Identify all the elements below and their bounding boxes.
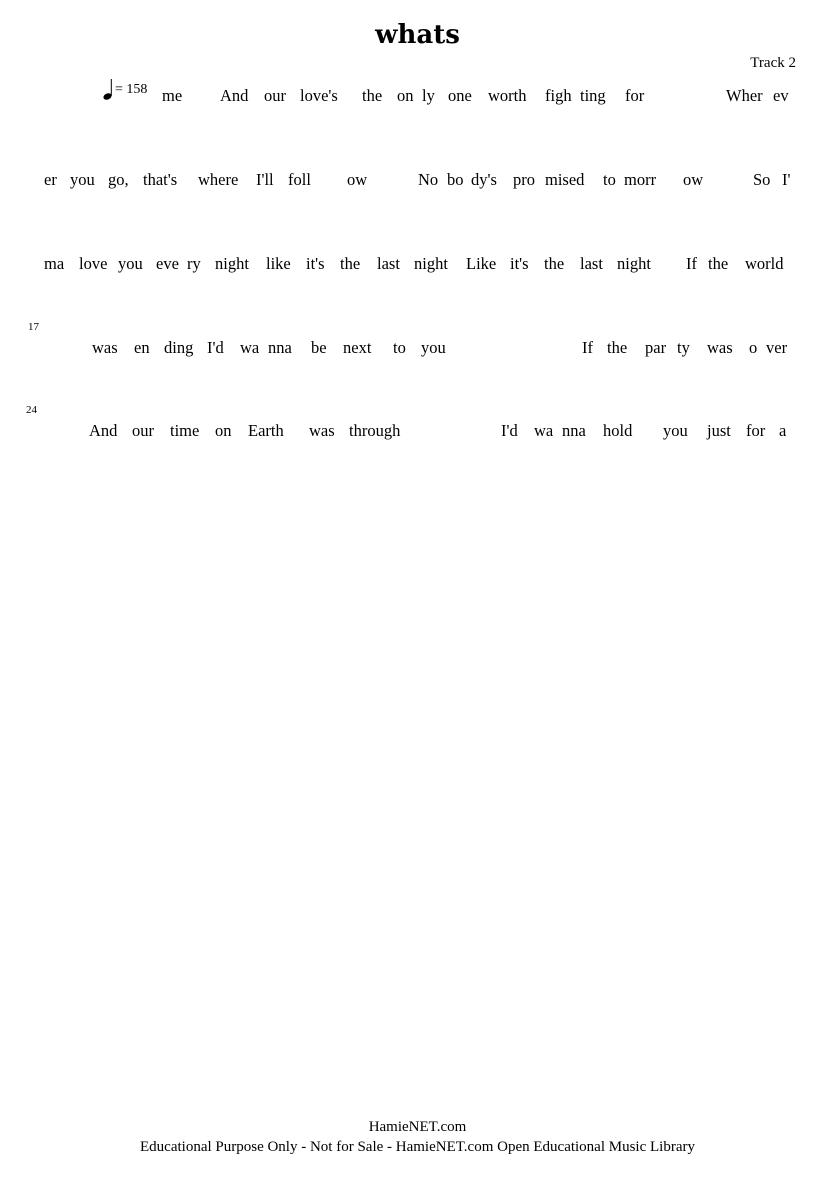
lyric-syllable: I'd bbox=[501, 421, 518, 440]
lyric-syllable: So bbox=[753, 170, 771, 189]
lyric-syllable: that's bbox=[143, 170, 178, 189]
lyric-syllable: you bbox=[663, 421, 688, 440]
lyric-syllable: I' bbox=[782, 170, 791, 189]
lyric-syllable: you bbox=[70, 170, 95, 189]
lyric-syllable: next bbox=[343, 338, 372, 357]
lyric-syllable: was bbox=[92, 338, 118, 357]
lyric-syllable: the bbox=[544, 254, 565, 273]
lyric-syllable: en bbox=[134, 338, 150, 357]
lyric-syllable: If bbox=[582, 338, 593, 357]
lyric-syllable: love's bbox=[300, 86, 338, 105]
lyric-syllable: bo bbox=[447, 170, 464, 189]
lyric-syllable: mised bbox=[545, 170, 585, 189]
lyric-syllable: nna bbox=[562, 421, 586, 440]
lyric-syllable: the bbox=[708, 254, 729, 273]
lyric-syllable: last bbox=[580, 254, 603, 273]
lyric-syllable: foll bbox=[288, 170, 311, 189]
lyric-syllable: for bbox=[746, 421, 766, 440]
lyric-syllable: go, bbox=[108, 170, 129, 189]
score-title: whats bbox=[375, 20, 460, 50]
lyric-syllable: If bbox=[686, 254, 697, 273]
lyric-syllable: last bbox=[377, 254, 400, 273]
lyric-syllable: wa bbox=[240, 338, 260, 357]
lyric-syllable: And bbox=[220, 86, 249, 105]
tempo-value: = 158 bbox=[115, 82, 148, 97]
lyric-syllable: nna bbox=[268, 338, 292, 357]
lyric-syllable: ow bbox=[683, 170, 704, 189]
lyric-syllable: o bbox=[749, 338, 758, 357]
lyric-syllable: me bbox=[162, 86, 183, 105]
lyric-syllable: pro bbox=[513, 170, 535, 189]
lyric-syllable: just bbox=[707, 421, 731, 440]
lyric-syllable: was bbox=[707, 338, 733, 357]
lyric-syllable: ding bbox=[164, 338, 194, 357]
lyric-syllable: night bbox=[414, 254, 448, 273]
lyric-syllable: er bbox=[44, 170, 57, 189]
lyric-syllable: for bbox=[625, 86, 645, 105]
lyric-syllable: dy's bbox=[471, 170, 497, 189]
footer-site: HamieNET.com bbox=[368, 1119, 467, 1135]
lyric-syllable: ev bbox=[773, 86, 789, 105]
lyric-syllable: Wher bbox=[726, 86, 763, 105]
lyric-syllable: world bbox=[745, 254, 784, 273]
lyric-syllable: ty bbox=[677, 338, 690, 357]
lyric-syllable: be bbox=[311, 338, 327, 357]
lyric-syllable: night bbox=[215, 254, 249, 273]
lyric-syllable: eve bbox=[156, 254, 179, 273]
lyric-syllable: it's bbox=[510, 254, 529, 273]
lyric-syllable: I'd bbox=[207, 338, 224, 357]
track-label: Track 2 bbox=[750, 55, 796, 71]
lyric-syllable: time bbox=[170, 421, 200, 440]
lyric-syllable: our bbox=[132, 421, 154, 440]
lyric-syllable: the bbox=[340, 254, 361, 273]
lyric-syllable: par bbox=[645, 338, 667, 357]
lyric-syllable: ting bbox=[580, 86, 606, 105]
lyric-syllable: to bbox=[603, 170, 616, 189]
lyric-syllable: ma bbox=[44, 254, 65, 273]
lyric-syllable: Like bbox=[466, 254, 497, 273]
lyric-syllable: our bbox=[264, 86, 286, 105]
lyric-syllable: to bbox=[393, 338, 406, 357]
lyric-syllable: wa bbox=[534, 421, 554, 440]
lyric-syllable: No bbox=[418, 170, 439, 189]
lyric-syllable: And bbox=[89, 421, 118, 440]
measure-number: 17 bbox=[28, 321, 39, 333]
lyric-syllable: the bbox=[362, 86, 383, 105]
lyric-syllable: was bbox=[309, 421, 335, 440]
lyric-syllable: ver bbox=[766, 338, 788, 357]
lyric-syllable: morr bbox=[624, 170, 657, 189]
lyric-syllable: it's bbox=[306, 254, 325, 273]
lyric-syllable: I'll bbox=[256, 170, 274, 189]
footer-notice: Educational Purpose Only - Not for Sale - HamieNET.com Open Educational Music Library bbox=[140, 1139, 695, 1155]
lyric-syllable: like bbox=[266, 254, 291, 273]
lyric-syllable: Earth bbox=[248, 421, 284, 440]
lyric-syllable: where bbox=[198, 170, 239, 189]
lyric-syllable: ry bbox=[187, 254, 201, 273]
lyric-syllable: on bbox=[397, 86, 414, 105]
lyric-syllable: ly bbox=[422, 86, 435, 105]
lyric-syllable: a bbox=[779, 421, 787, 440]
lyric-syllable: night bbox=[617, 254, 651, 273]
quarter-note-icon bbox=[102, 77, 116, 101]
lyric-syllable: hold bbox=[603, 421, 633, 440]
lyric-syllable: you bbox=[421, 338, 446, 357]
lyric-syllable: figh bbox=[545, 86, 572, 105]
lyric-syllable: worth bbox=[488, 86, 527, 105]
lyric-syllable: the bbox=[607, 338, 628, 357]
lyric-syllable: you bbox=[118, 254, 143, 273]
lyric-syllable: love bbox=[79, 254, 108, 273]
lyric-syllable: on bbox=[215, 421, 232, 440]
measure-number: 24 bbox=[26, 404, 37, 416]
lyric-syllable: through bbox=[349, 421, 401, 440]
lyric-syllable: ow bbox=[347, 170, 368, 189]
lyric-syllable: one bbox=[448, 86, 472, 105]
